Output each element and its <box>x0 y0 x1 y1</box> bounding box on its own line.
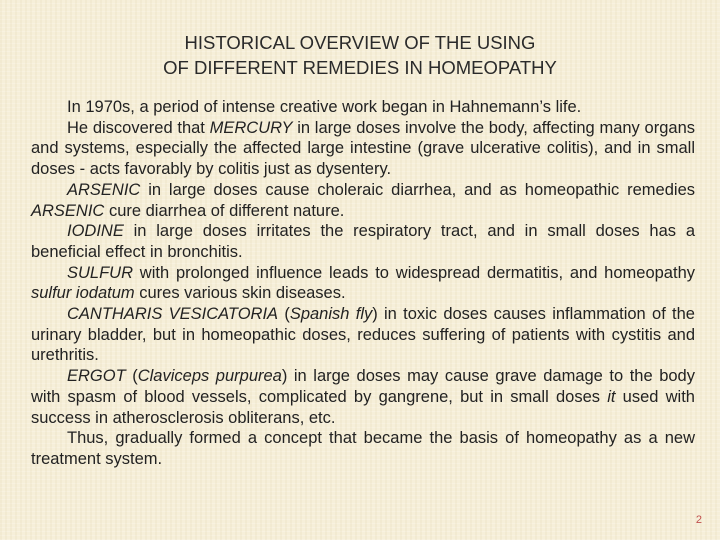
mercury-text-a: He discovered that <box>67 118 210 137</box>
cantharis-term: CANTHARIS VESICATORIA <box>67 305 279 324</box>
iodine-text-b: in large doses irritates the respiratory tract, and in small doses has a beneficial effect in bronchitis. <box>31 222 695 261</box>
sulfur-text-d: cures various skin diseases. <box>134 284 346 303</box>
arsenic-term: ARSENIC <box>67 180 141 199</box>
sulfur-term: SULFUR <box>67 263 134 282</box>
paragraph-arsenic <box>31 180 695 221</box>
page-number: 2 <box>695 514 702 526</box>
arsenic-text-d: cure diarrhea of different nature. <box>104 201 345 220</box>
ergot-text-d: ) in large doses may cause grave damage to the body with spasm of blood vessels, complicated by gangrene, but in small doses <box>31 367 695 406</box>
paragraph-cantharis <box>31 304 695 366</box>
title-line-2: OF DIFFERENT REMEDIES IN HOMEOPATHY <box>163 57 557 78</box>
title-line-1: HISTORICAL OVERVIEW OF THE USING <box>184 32 536 53</box>
paragraph-sulfur <box>31 263 695 304</box>
paragraph-iodine <box>31 221 695 262</box>
paragraph-intro <box>31 97 695 118</box>
slide-title <box>60 30 660 80</box>
sulfur-iodatum-term: sulfur iodatum <box>31 284 135 303</box>
arsenic-term-2: ARSENIC <box>31 201 105 220</box>
paragraph-conclusion <box>31 428 695 469</box>
conclusion-text: Thus, gradually formed a concept that became the basis of homeopathy as a new treatment system. <box>31 429 695 468</box>
cantharis-text-d: ) in toxic doses causes inflammation of the urinary bladder, but in homeopathic doses, reduces suffering of patients with cystitis and urethritis. <box>31 305 695 365</box>
slide-body <box>31 97 695 470</box>
mercury-text-c: in large doses involve the body, affecting many organs and systems, especially the affected large intestine (grave ulcerative colitis), and in small doses - acts favorably by colitis just as dysentery. <box>31 118 695 179</box>
ergot-it-term: it <box>607 387 616 406</box>
mercury-term: MERCURY <box>209 118 293 137</box>
paragraph-ergot <box>31 366 695 428</box>
iodine-term: IODINE <box>67 222 124 241</box>
spanish-fly-term: Spanish fly <box>289 305 373 324</box>
ergot-term: ERGOT <box>67 367 126 386</box>
paragraph-mercury <box>31 118 695 180</box>
cantharis-text-b: ( <box>278 305 290 324</box>
arsenic-text-b: in large doses cause choleraic diarrhea, and as homeopathic remedies <box>140 180 695 199</box>
ergot-text-b: ( <box>125 367 138 386</box>
intro-text: In 1970s, a period of intense creative work began in Hahnemann’s life. <box>67 98 582 116</box>
ergot-text-f: used with success in atherosclerosis obliterans, etc. <box>31 387 695 427</box>
claviceps-term: Claviceps purpurea <box>137 367 282 386</box>
sulfur-text-b: with prolonged influence leads to widespread dermatitis, and homeopathy <box>133 263 695 282</box>
